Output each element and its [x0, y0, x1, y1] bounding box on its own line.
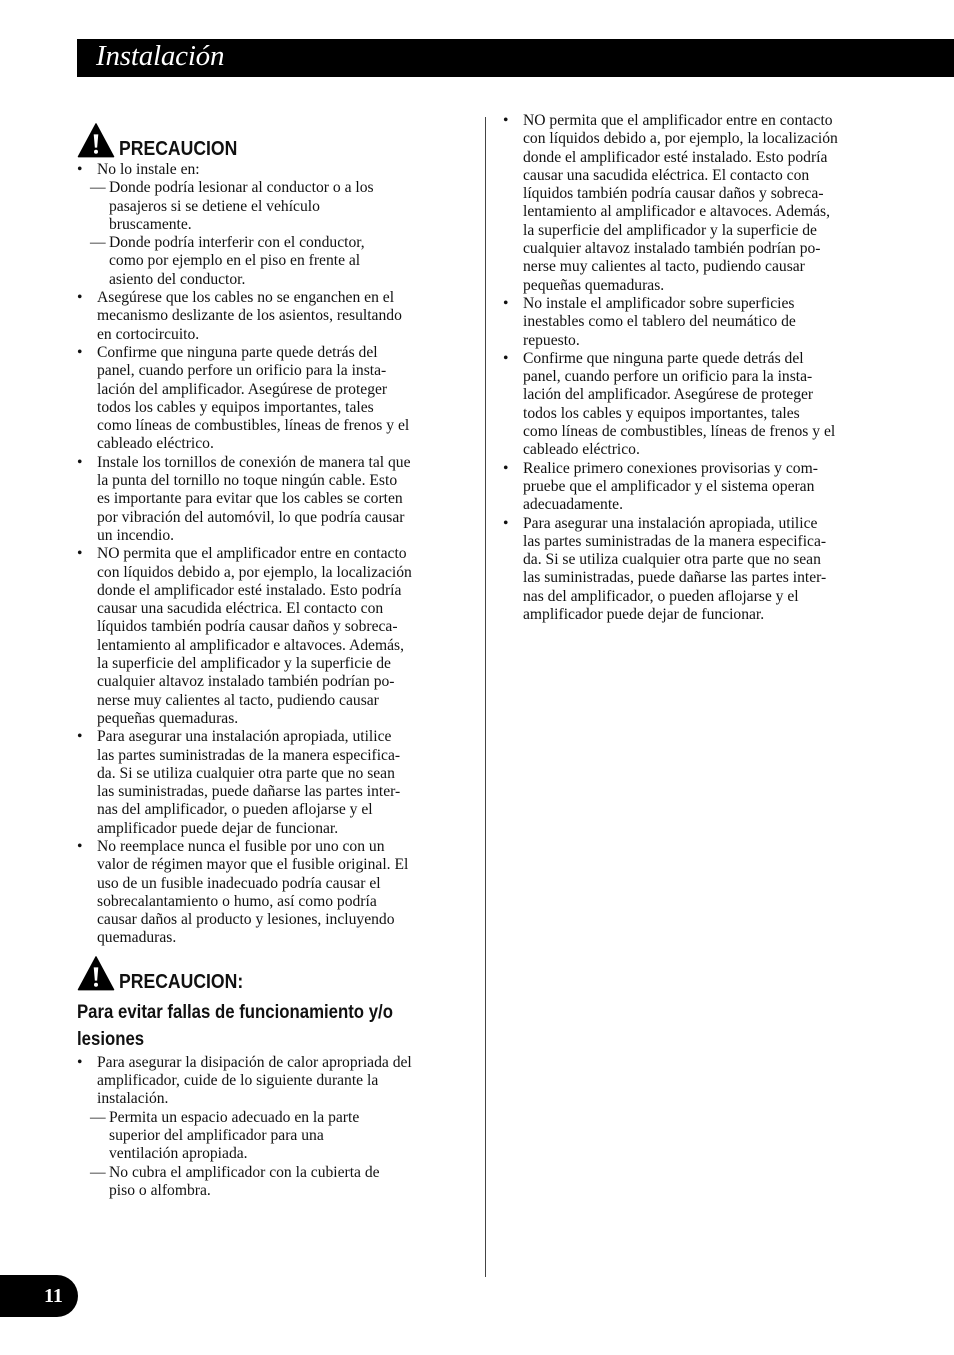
bullet-marker: • [77, 289, 83, 307]
text-line: cableado eléctrico. [523, 441, 640, 459]
text-line: nas del amplificador, o pueden aflojarse y el [523, 587, 799, 605]
dash-marker: — [90, 1163, 106, 1181]
text-line: No instale el amplificador sobre superficies [523, 294, 795, 312]
text-line: por vibración del automóvil, lo que podría causar [97, 508, 405, 526]
text-line: la superficie del amplificador y la superficie de [523, 221, 817, 239]
text-line: las partes suministradas de la manera especifica- [97, 746, 401, 764]
list-item [503, 460, 895, 515]
text-line: nerse muy calientes al tacto, pudiendo causar [97, 691, 379, 709]
text-line: nas del amplificador, o pueden aflojarse y el [97, 801, 373, 819]
subheading-line: Para evitar fallas de funcionamiento y/o [77, 1000, 393, 1023]
text-line: amplificador puede dejar de funcionar. [523, 606, 765, 624]
bullet-marker: • [77, 545, 83, 563]
text-line: valor de régimen mayor que el fusible original. El [97, 856, 409, 874]
text-line: Asegúrese que los cables no se enganchen en el [97, 289, 395, 307]
caution-heading-2 [77, 951, 469, 993]
text-line: lación del amplificador. Asegúrese de proteger [523, 386, 814, 404]
text-line: Donde podría interferir con el conductor, [109, 234, 365, 252]
subheading-line: lesiones [77, 1027, 145, 1050]
text-line: sobrecalantamiento o humo, así como podría [97, 892, 377, 910]
text-line: NO permita que el amplificador entre en contacto [523, 112, 833, 129]
text-line: uso de un fusible inadecuado podría causar el [97, 874, 381, 892]
text-line: en cortocircuito. [97, 325, 200, 343]
bullet-marker: • [503, 514, 509, 532]
text-line: causar una sacudida eléctrica. El contacto con [97, 600, 384, 618]
text-line: pequeñas quemaduras. [523, 276, 665, 294]
page-number-tab [0, 1275, 78, 1317]
text-line: un incendio. [97, 526, 175, 544]
text-line: lentamiento al amplificador e altavoces. Además, [97, 636, 404, 654]
bullet-marker: • [77, 837, 83, 855]
text-line: No cubra el amplificador con la cubierta de [109, 1163, 380, 1181]
list-item [77, 289, 469, 344]
text-line: cualquier altavoz instalado también podrían po- [97, 673, 395, 691]
right-column [503, 112, 895, 624]
bullet-marker: • [77, 161, 83, 178]
text-line: líquidos también podría causar daños y sobreca- [523, 185, 824, 203]
sub-list-item [77, 1164, 469, 1201]
text-line: instalación. [97, 1090, 169, 1108]
text-line: No reemplace nunca el fusible por uno con un [97, 837, 385, 855]
text-line: superior del amplificador para una [109, 1126, 324, 1144]
text-line: adecuadamente. [523, 496, 623, 514]
text-line: pasajeros si se detiene el vehículo [109, 197, 320, 215]
page-number: 11 [44, 1285, 63, 1307]
text-line: piso o alfombra. [109, 1181, 211, 1199]
text-line: líquidos también podría causar daños y sobreca- [97, 618, 398, 636]
text-line: Realice primero conexiones provisorias y com- [523, 459, 818, 477]
page-title: Instalación [96, 40, 225, 72]
dash-marker: — [90, 234, 106, 252]
caution-label-2: PRECAUCION: [119, 970, 244, 993]
text-line: lentamiento al amplificador e altavoces. Además, [523, 203, 830, 221]
text-line: mecanismo deslizante de los asientos, resultando [97, 307, 402, 325]
text-line: causar una sacudida eléctrica. El contacto con [523, 166, 810, 184]
right-list [503, 112, 895, 624]
bullet-marker: • [77, 1053, 83, 1071]
text-line: inestables como el tablero del neumático de [523, 313, 796, 331]
text-line: como por ejemplo en el piso en frente al [109, 252, 361, 270]
text-line: con líquidos debido a, por ejemplo, la localización [97, 563, 412, 581]
text-line: Para asegurar una instalación apropiada, utilice [523, 514, 818, 532]
text-line: No lo instale en: [97, 161, 200, 178]
text-line: donde el amplificador esté instalado. Esto podría [523, 148, 828, 166]
text-line: todos los cables y equipos importantes, tales [523, 404, 800, 422]
caution-heading [77, 118, 469, 160]
list-item [77, 728, 469, 838]
list-item [77, 344, 469, 454]
left-column [77, 118, 469, 1200]
text-line: con líquidos debido a, por ejemplo, la localización [523, 130, 838, 148]
text-line: quemaduras. [97, 929, 177, 947]
list-item [503, 112, 895, 295]
bullet-marker: • [77, 343, 83, 361]
caution-list [77, 161, 469, 948]
section-header-bar [77, 39, 954, 77]
text-line: repuesto. [523, 331, 580, 349]
text-line: la superficie del amplificador y la superficie de [97, 655, 391, 673]
text-line: bruscamente. [109, 215, 192, 233]
list-item [503, 350, 895, 460]
bullet-marker: • [77, 453, 83, 471]
bullet-marker: • [503, 112, 509, 129]
list-item [77, 545, 469, 728]
text-line: Para asegurar una instalación apropiada, utilice [97, 728, 392, 746]
list-item [77, 161, 469, 289]
list-item [77, 1054, 469, 1200]
list-item [77, 838, 469, 948]
sub-list-item [77, 234, 469, 289]
list-item [77, 454, 469, 545]
text-line: pequeñas quemaduras. [97, 709, 239, 727]
bullet-marker: • [503, 459, 509, 477]
text-line: Para asegurar la disipación de calor apropriada del [97, 1053, 412, 1071]
text-line: ventilación apropiada. [109, 1145, 248, 1163]
text-line: NO permita que el amplificador entre en contacto [97, 545, 407, 563]
text-line: causar daños al producto y lesiones, incluyendo [97, 911, 395, 929]
text-line: cualquier altavoz instalado también podrían po- [523, 240, 821, 258]
text-line: Instale los tornillos de conexión de manera tal que [97, 453, 411, 471]
text-line: todos los cables y equipos importantes, tales [97, 398, 374, 416]
text-line: nerse muy calientes al tacto, pudiendo causar [523, 258, 805, 276]
warning-triangle-icon [77, 955, 115, 993]
text-line: como líneas de combustibles, líneas de frenos y el [97, 417, 410, 435]
warning-triangle-icon [77, 122, 115, 160]
bullet-marker: • [503, 349, 509, 367]
text-line: Confirme que ninguna parte quede detrás del [523, 349, 804, 367]
list-item [503, 295, 895, 350]
text-line: Permita un espacio adecuado en la parte [109, 1108, 360, 1126]
dash-marker: — [90, 1108, 106, 1126]
sub-list-item [77, 179, 469, 234]
text-line: da. Si se utiliza cualquier otra parte que no sean [97, 764, 395, 782]
text-line: cableado eléctrico. [97, 435, 214, 453]
text-line: pruebe que el amplificador y el sistema operan [523, 477, 815, 495]
text-line: amplificador puede dejar de funcionar. [97, 819, 339, 837]
text-line: da. Si se utiliza cualquier otra parte que no sean [523, 551, 821, 569]
text-line: panel, cuando perfore un orificio para la insta- [523, 368, 813, 386]
text-line: asiento del conductor. [109, 270, 246, 288]
caution-subheading [77, 999, 473, 1053]
text-line: las suministradas, puede dañarse las partes inter- [97, 783, 401, 801]
text-line: como líneas de combustibles, líneas de frenos y el [523, 423, 836, 441]
list-item [503, 515, 895, 625]
text-line: las suministradas, puede dañarse las partes inter- [523, 569, 827, 587]
dash-marker: — [90, 179, 106, 197]
text-line: lación del amplificador. Asegúrese de proteger [97, 380, 388, 398]
column-divider [485, 117, 486, 1277]
text-line: amplificador, cuide de lo siguiente durante la [97, 1072, 379, 1090]
text-line: Donde podría lesionar al conductor o a los [109, 179, 374, 197]
text-line: Confirme que ninguna parte quede detrás del [97, 343, 378, 361]
caution-label: PRECAUCION [119, 138, 238, 160]
text-line: panel, cuando perfore un orificio para la insta- [97, 362, 387, 380]
bullet-marker: • [503, 294, 509, 312]
bullet-marker: • [77, 728, 83, 746]
caution-list-2 [77, 1054, 469, 1200]
text-line: es importante para evitar que los cables se corten [97, 490, 403, 508]
text-line: las partes suministradas de la manera especifica- [523, 532, 827, 550]
text-line: la punta del tornillo no toque ningún cable. Esto [97, 472, 398, 490]
sub-list-item [77, 1109, 469, 1164]
text-line: donde el amplificador esté instalado. Esto podría [97, 581, 402, 599]
